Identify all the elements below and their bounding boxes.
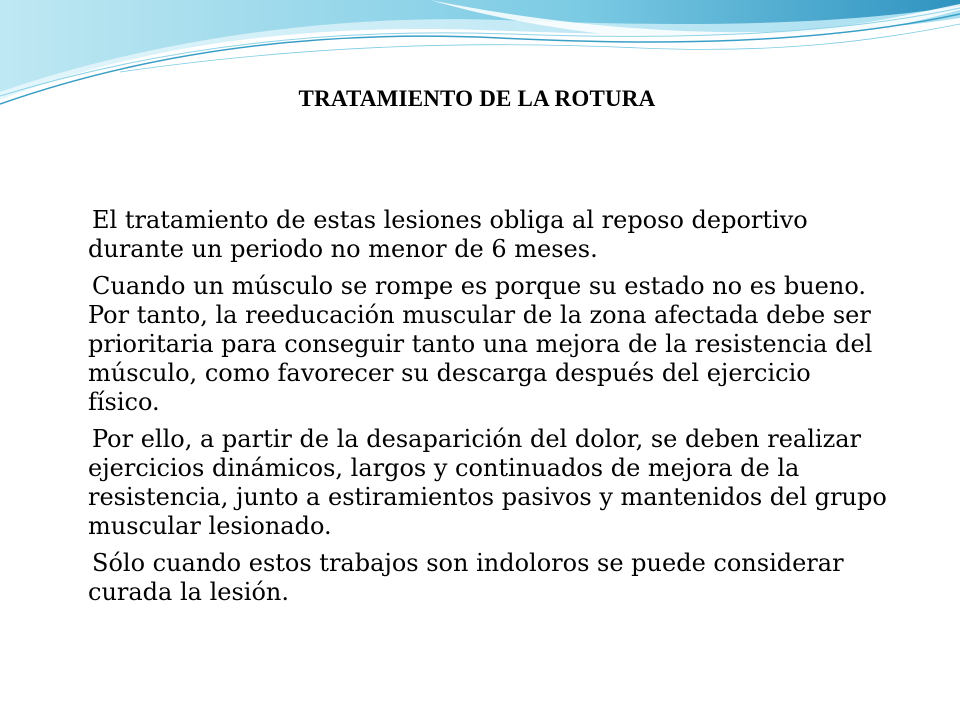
paragraph-ejercicios: Por ello, a partir de la desaparición del dolor, se deben realizar ejercicios dinámicos, largos y continuados de mejora de la resistencia, junto a estiramientos pasivos y mantenidos del grupo muscular lesionado.	[88, 425, 887, 540]
slide-body	[88, 206, 888, 615]
slide-title: TRATAMIENTO DE LA ROTURA	[298, 86, 656, 111]
paragraph-reeducacion: Cuando un músculo se rompe es porque su estado no es bueno. Por tanto, la reeducación muscular de la zona afectada debe ser prioritaria para conseguir tanto una mejora de la resistencia del músculo, como favorecer su descarga después del ejercicio físico.	[88, 272, 873, 416]
paragraph-reposo: El tratamiento de estas lesiones obliga al reposo deportivo durante un periodo no menor de 6 meses.	[88, 206, 808, 263]
paragraph-curacion: Sólo cuando estos trabajos son indoloros se puede considerar curada la lesión.	[88, 549, 844, 606]
wave-band-front	[0, 0, 960, 92]
